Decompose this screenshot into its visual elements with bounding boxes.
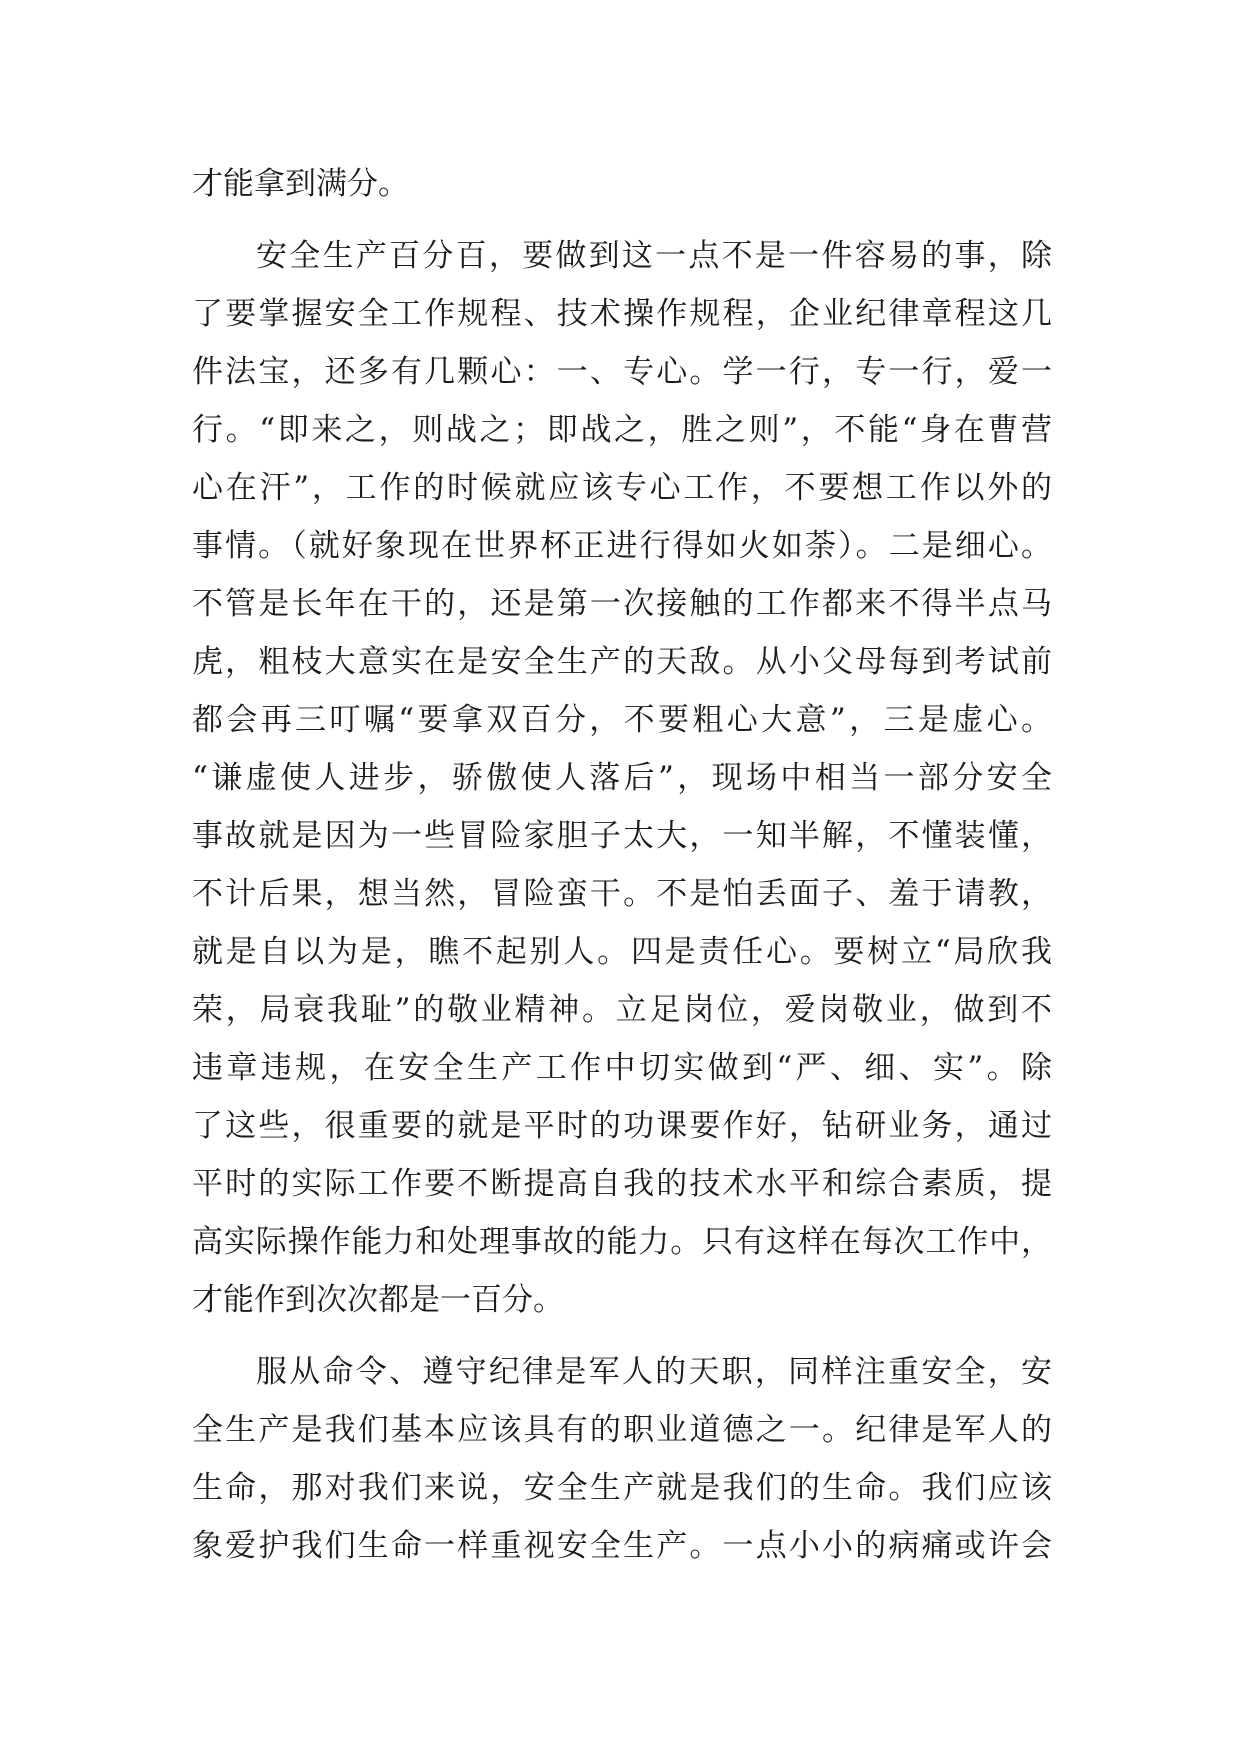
text-line: 高实际操作能力和处理事故的能力。只有这样在每次工作中，: [192, 1224, 1052, 1260]
paragraph-gap: [192, 213, 1052, 227]
paragraph-gap: [192, 1329, 1052, 1343]
paragraph: [192, 227, 1052, 1329]
text-line: 才能作到次次都是一百分。: [192, 1282, 564, 1318]
paragraph: [192, 155, 1052, 213]
text-line: 平时的实际工作要不断提高自我的技术水平和综合素质，提: [192, 1166, 1052, 1202]
text-line: 生命，那对我们来说，安全生产就是我们的生命。我们应该: [192, 1470, 1052, 1506]
text-line: 不计后果，想当然，冒险蛮干。不是怕丢面子、羞于请教，: [192, 876, 1052, 912]
text-line: 心在汗”，工作的时候就应该专心工作，不要想工作以外的: [192, 470, 1052, 506]
text-line: “谦虚使人进步，骄傲使人落后”，现场中相当一部分安全: [192, 760, 1052, 796]
text-line: 虎，粗枝大意实在是安全生产的天敌。从小父母每到考试前: [192, 644, 1052, 680]
text-line: 了这些，很重要的就是平时的功课要作好，钻研业务，通过: [192, 1108, 1052, 1144]
text-line: 服从命令、遵守纪律是军人的天职，同样注重安全，安: [256, 1354, 1052, 1390]
text-line: 事情。（就好象现在世界杯正进行得如火如荼）。二是细心。: [192, 528, 1052, 564]
text-line: 行。“即来之，则战之；即战之，胜之则”，不能“身在曹营: [192, 412, 1052, 448]
text-line: 象爱护我们生命一样重视安全生产。一点小小的病痛或许会: [192, 1528, 1052, 1564]
text-line: 不管是长年在干的，还是第一次接触的工作都来不得半点马: [192, 586, 1052, 622]
text-line: 都会再三叮嘱“要拿双百分，不要粗心大意”，三是虚心。: [192, 702, 1052, 738]
text-line: 了要掌握安全工作规程、技术操作规程，企业纪律章程这几: [192, 296, 1052, 332]
text-line: 全生产是我们基本应该具有的职业道德之一。纪律是军人的: [192, 1412, 1052, 1448]
text-line: 事故就是因为一些冒险家胆子太大，一知半解，不懂装懂，: [192, 818, 1052, 854]
text-line: 就是自以为是，瞧不起别人。四是责任心。要树立“局欣我: [192, 934, 1052, 970]
paragraph: [192, 1343, 1052, 1575]
text-line: 才能拿到满分。: [192, 166, 409, 202]
text-line: 违章违规，在安全生产工作中切实做到“严、细、实”。除: [192, 1050, 1052, 1086]
text-line: 件法宝，还多有几颗心：一、专心。学一行，专一行，爱一: [192, 354, 1052, 390]
text-line: 安全生产百分百，要做到这一点不是一件容易的事，除: [256, 238, 1052, 274]
document-body: [192, 155, 1052, 1575]
text-line: 荣，局衰我耻”的敬业精神。立足岗位，爱岗敬业，做到不: [192, 992, 1052, 1028]
